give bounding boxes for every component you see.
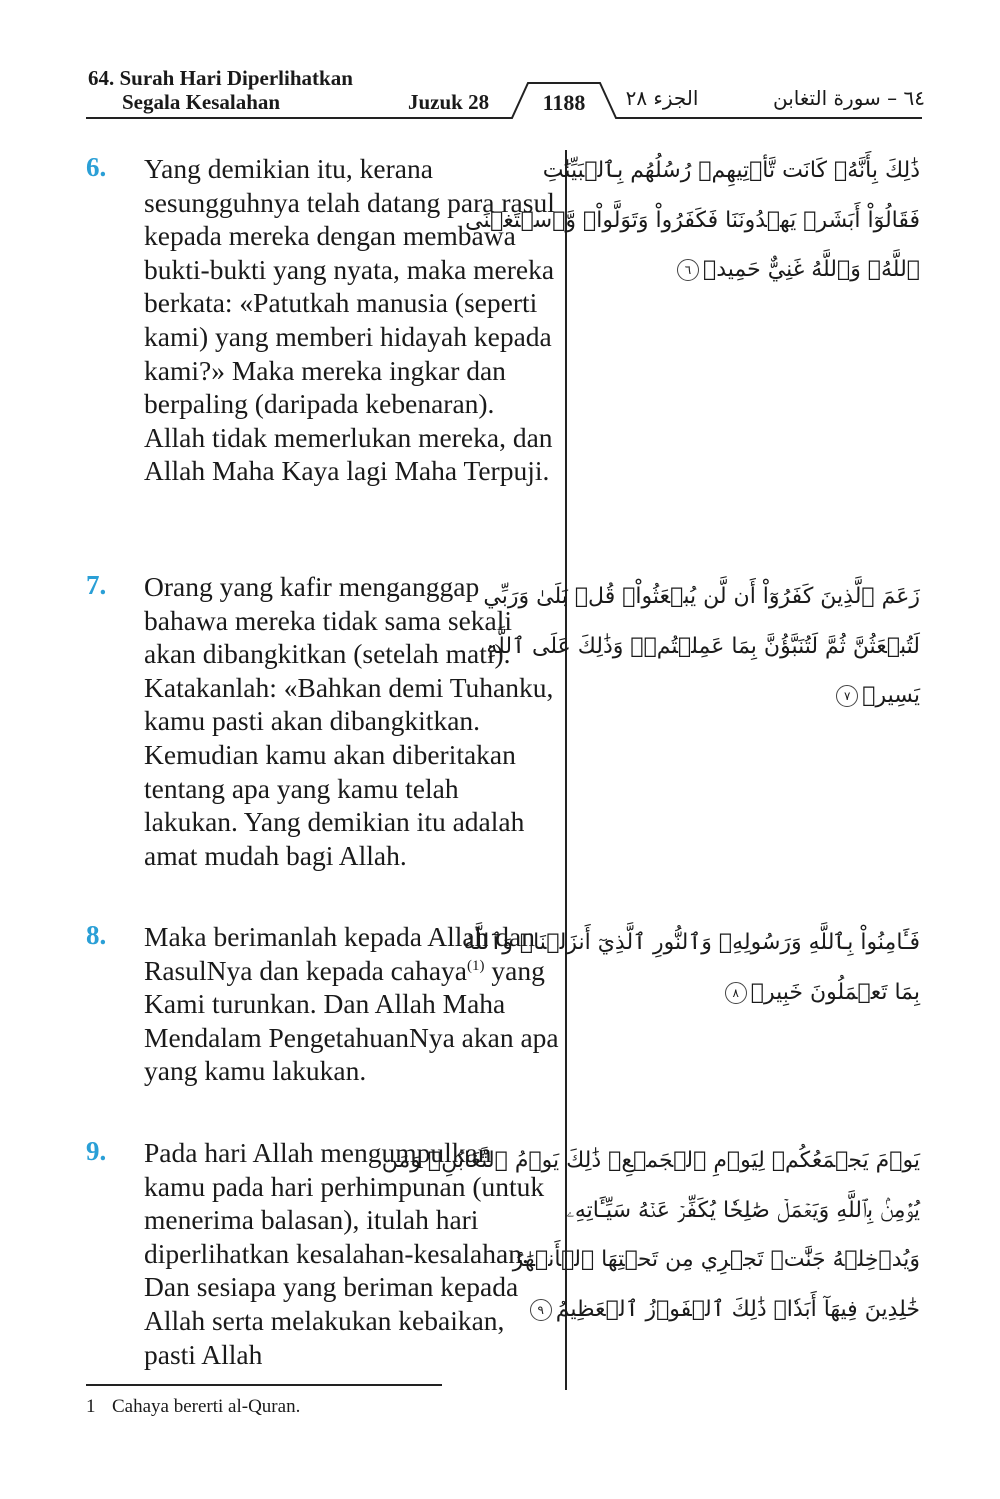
verse-number: 8. [86,920,107,950]
ayah-end-marker-icon: ٩ [530,1299,552,1321]
footnote-rule [86,1384,442,1386]
verse-number: 9. [86,1136,107,1166]
verse-text-part: yang Kami turunkan. Dan Allah Maha Mendalam PengetahuanNya akan apa yang kamu lakukan. [144,954,559,1087]
arabic-line: لَتُبۡعَثُنَّ ثُمَّ لَتُنَبَّؤُنَّ بِمَا عَمِلۡتُمۡۚ وَذَٰلِكَ عَلَى ٱللَّهِ [486,633,920,659]
arabic-line [580,671,920,721]
arabic-line-text: ٱللَّهُۚ وَٱللَّهُ غَنِيٌّ حَمِيدٞ [703,257,920,282]
arabic-line: وَيُدۡخِلۡهُ جَنَّٰتٖ تَجۡرِي مِن تَحۡتِهَا ٱلۡأَنۡهَٰرُ [512,1247,920,1272]
page-number: 1188 [542,90,586,115]
arabic-line-text: خَٰلِدِينَ فِيهَآ أَبَدٗاۚ ذَٰلِكَ ٱلۡفَوۡزُ ٱلۡعَظِيمُ [555,1296,920,1322]
surah-arabic-title: ٦٤ – سورة التغابن [772,86,925,110]
arabic-line: يَوۡمَ يَجۡمَعُكُمۡ لِيَوۡمِ ٱلۡجَمۡعِۖ ذَٰلِكَ يَوۡمُ ٱلتَّغَابُنِۗ وَمَن [381,1148,920,1173]
arabic-line: يُؤۡمِنۢ بِٱللَّهِ وَيَعۡمَلۡ صَٰلِحٗا يُكَفِّرۡ عَنۡهُ سَيِّـَٔاتِهِۦ [566,1197,920,1223]
arabic-line-text: يَسِيرٞ [862,683,920,708]
header-rule [0,0,1000,130]
ayah-end-marker-icon: ٧ [836,685,858,707]
verse-text-part: Maka berimanlah kepada Allah dan RasulNya dan kepada cahaya [144,921,535,986]
footnote-number: 1 [86,1396,96,1417]
juzuk-label: Juzuk 28 [408,90,490,114]
verse-number: 6. [86,152,107,182]
ayah-end-marker-icon: ٨ [725,982,747,1004]
ayah-end-marker-icon: ٦ [677,259,699,281]
verse-translation: Yang demikian itu, kerana sesungguhnya telah datang para rasul kepada mereka dengan membawa bukti-bukti yang nyata, maka mereka berkata: «Patutkah manusia (seperti kami) yang memberi hidayah kepada kami?» Maka mereka ingkar dan berpaling (daripada kebenaran). Allah tidak memerlukan mereka, dan Allah Maha Kaya lagi Maha Terpuji. [144,153,555,487]
arabic-line: زَعَمَ ٱلَّذِينَ كَفَرُوٓاْ أَن لَّن يُبۡعَثُواْۚ قُلۡ بَلَىٰ وَرَبِّي [483,584,920,609]
verse-translation: Pada hari Allah mengumpulkan kamu pada hari perhimpunan (untuk menerima balasan), itulah hari diperlihatkan kesalahan-kesalahan. Dan sesiapa yang beriman kepada Allah serta melakukan kebaikan, pasti Allah [144,1137,545,1370]
verse-arabic [381,1136,920,1334]
footnote-text: Cahaya bererti al-Quran. [112,1396,301,1417]
juz-arabic-label: الجزء ٢٨ [625,86,699,110]
arabic-line: فَقَالُوٓاْ أَبَشَرٞ يَهۡدُونَنَا فَكَفَرُواْ وَتَوَلَّواْۚ وَّٱسۡتَغۡنَى [465,207,920,233]
surah-title-line2: Segala Kesalahan [122,90,281,114]
arabic-line [580,245,920,295]
surah-title-line1: 64. Surah Hari Diperlihatkan [88,66,353,90]
verse-number: 7. [86,570,107,600]
verse-arabic [463,918,920,1017]
verse-arabic [465,146,920,295]
arabic-line: فَـَٔامِنُواْ بِٱللَّهِ وَرَسُولِهِۦ وَٱلنُّورِ ٱلَّذِيٓ أَنزَلۡنَاۚ وَٱللَّهُ [463,930,920,955]
arabic-line-text: بِمَا تَعۡمَلُونَ خَبِيرٞ [750,979,920,1005]
arabic-line: ذَٰلِكَ بِأَنَّهُۥ كَانَت تَّأۡتِيهِمۡ رُسُلُهُم بِٱلۡبَيِّنَٰتِ [542,158,920,183]
arabic-line [580,968,920,1018]
footnote-reference: (1) [466,957,485,974]
verse-arabic [483,572,920,721]
verse-translation: Orang yang kafir menganggap bahawa mereka tidak sama sekali akan dibangkitkan (setelah mati). Katakanlah: «Bahkan demi Tuhanku, kamu pasti akan dibangkitkan. Kemudian kamu akan diberitakan tentang apa yang kamu telah lakukan. Yang demikian itu adalah amat mudah bagi Allah. [144,571,554,871]
footnote [86,1396,300,1418]
arabic-line [537,1285,920,1335]
